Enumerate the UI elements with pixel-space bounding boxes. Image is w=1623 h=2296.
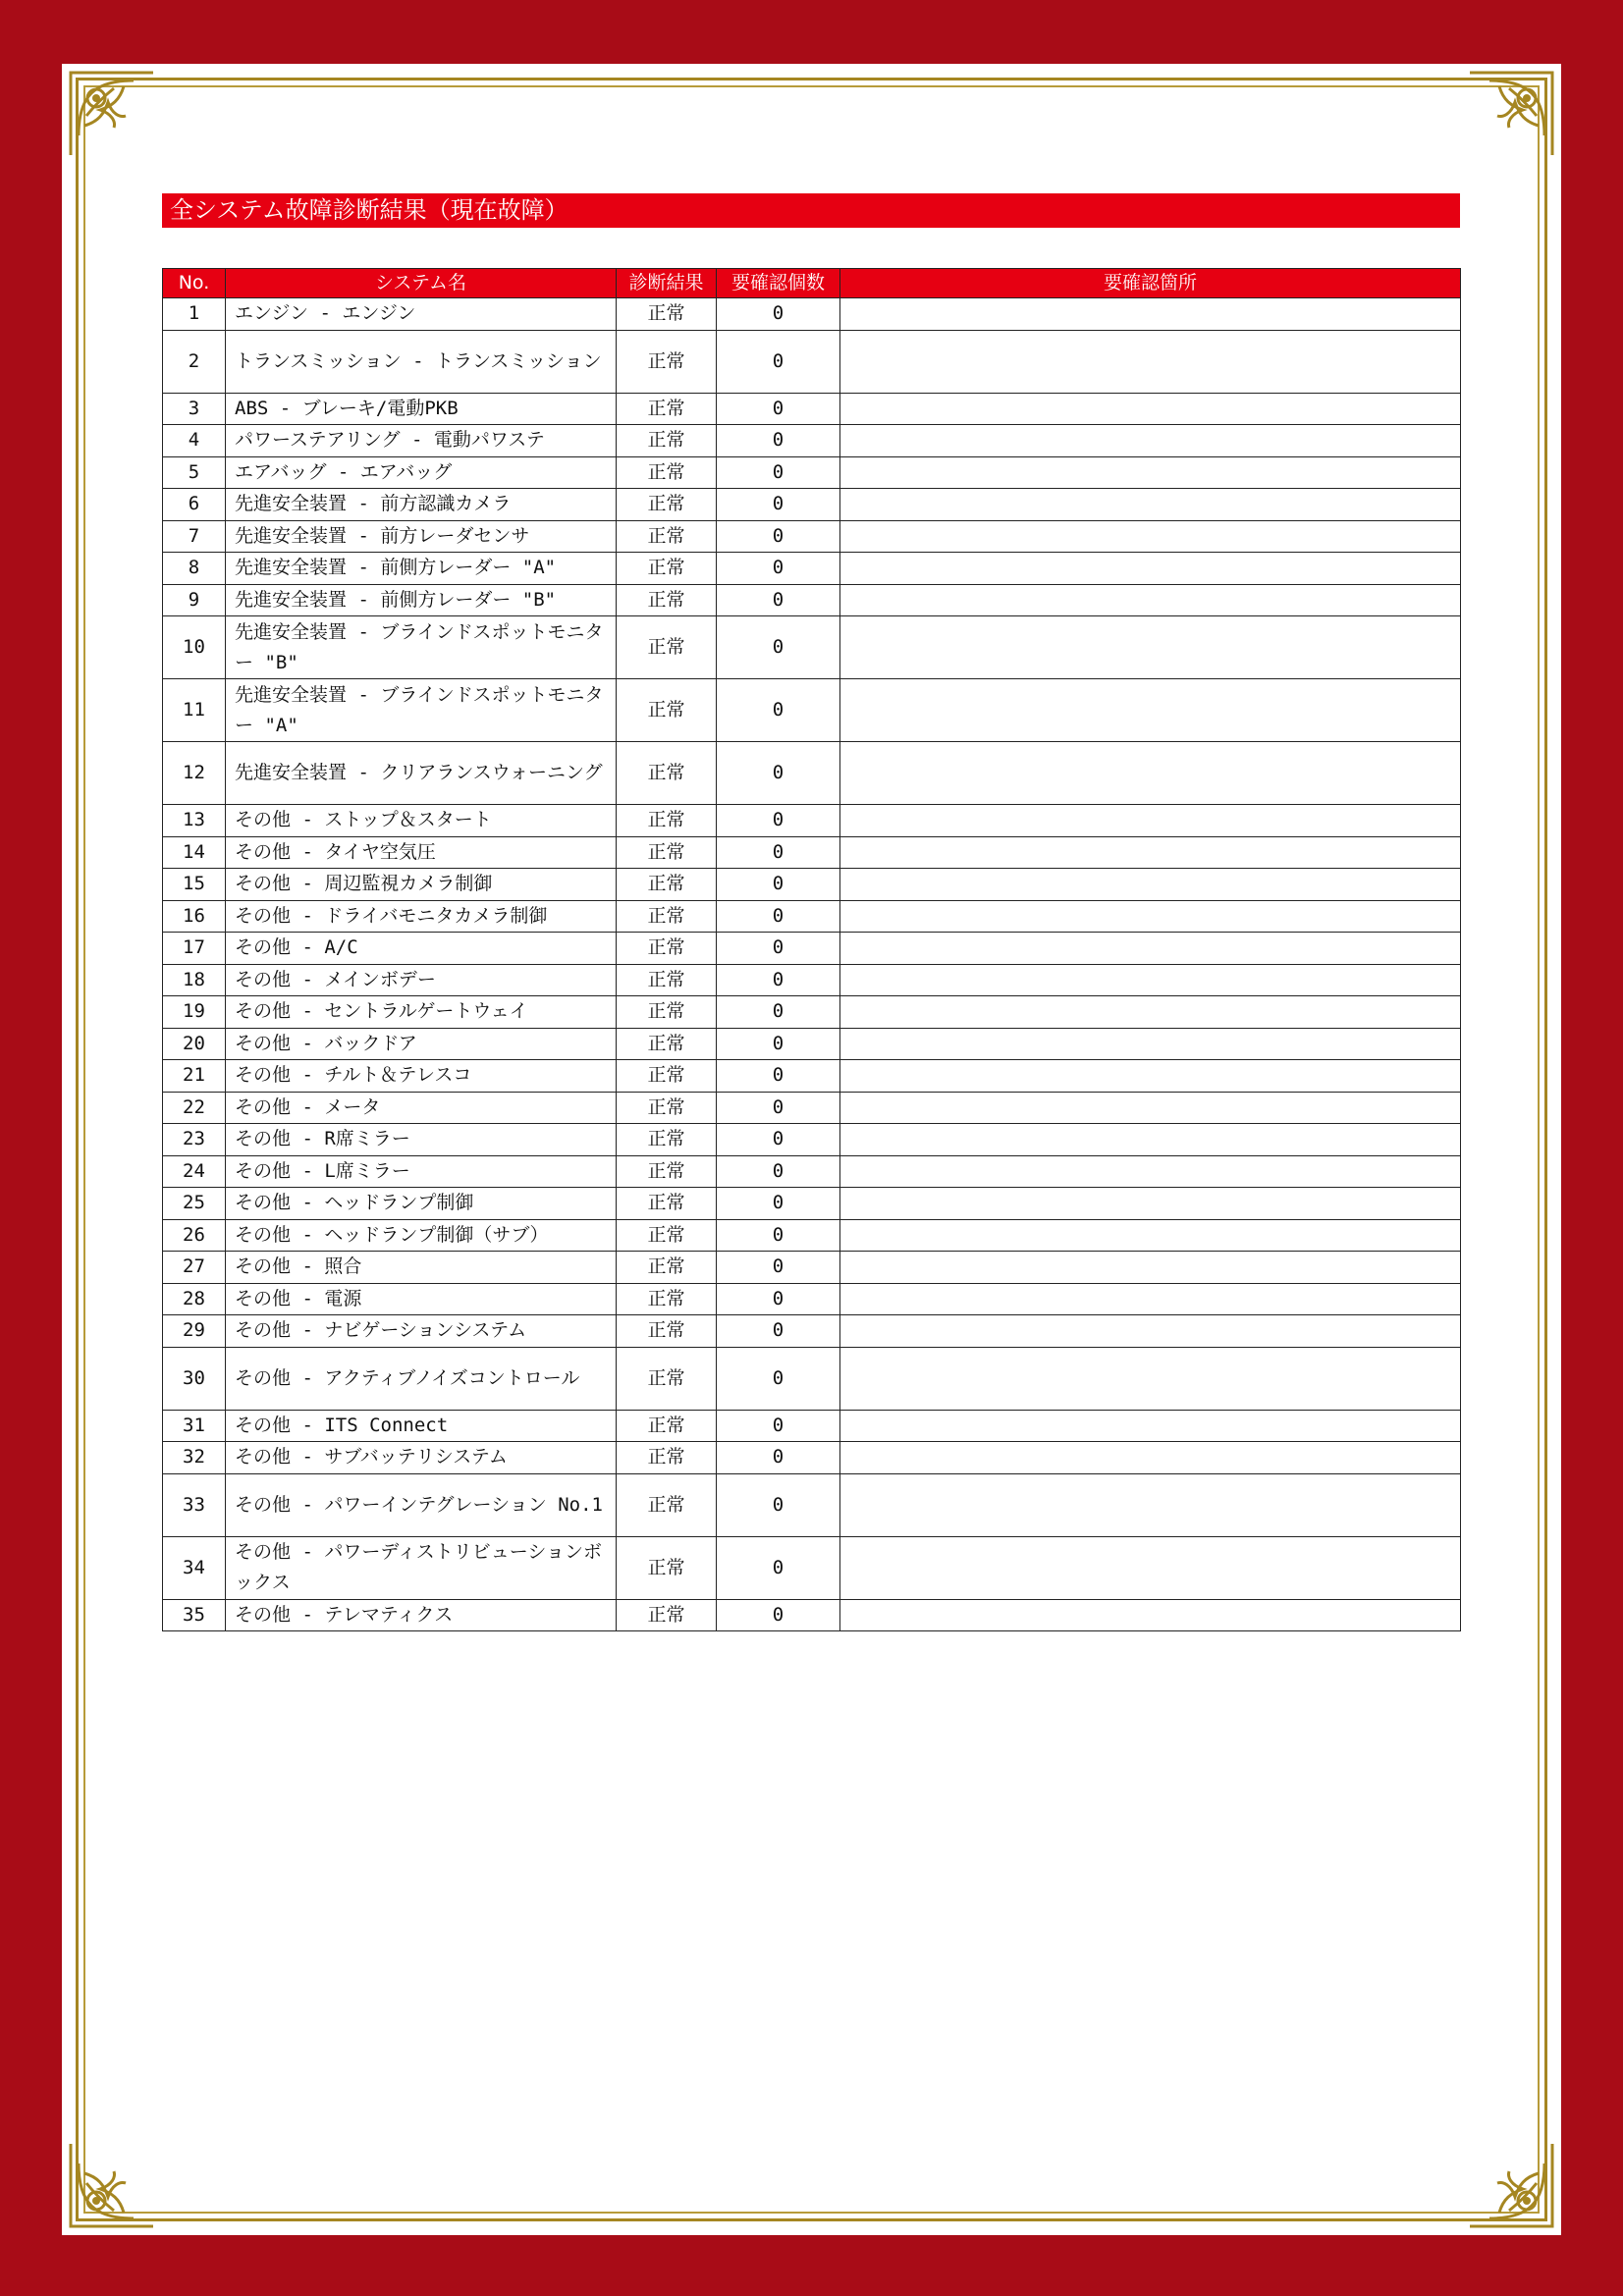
row-number: 5 (163, 456, 226, 489)
system-name: パワーステアリング - 電動パワステ (226, 425, 617, 457)
table-row (163, 1442, 1461, 1474)
check-count: 0 (717, 805, 840, 837)
diagnosis-result: 正常 (617, 1092, 717, 1124)
row-number: 17 (163, 933, 226, 965)
diagnosis-result: 正常 (617, 1599, 717, 1631)
check-count: 0 (717, 996, 840, 1029)
system-name: その他 - テレマティクス (226, 1599, 617, 1631)
row-number: 31 (163, 1410, 226, 1442)
table-row (163, 456, 1461, 489)
column-header-location: 要確認箇所 (840, 269, 1461, 298)
check-location (840, 1124, 1461, 1156)
diagnosis-result: 正常 (617, 1283, 717, 1315)
check-location (840, 1155, 1461, 1188)
system-name: その他 - ITS Connect (226, 1410, 617, 1442)
diagnosis-result: 正常 (617, 456, 717, 489)
ornament-corner-icon (1464, 67, 1558, 161)
system-name: その他 - パワーインテグレーション No.1 (226, 1473, 617, 1536)
row-number: 15 (163, 869, 226, 901)
diagnosis-result: 正常 (617, 1536, 717, 1599)
diagnosis-result: 正常 (617, 900, 717, 933)
system-name: 先進安全装置 - 前方レーダセンサ (226, 520, 617, 553)
diagnosis-result: 正常 (617, 298, 717, 331)
check-location (840, 1473, 1461, 1536)
check-count: 0 (717, 489, 840, 521)
row-number: 26 (163, 1219, 226, 1252)
check-count: 0 (717, 330, 840, 393)
check-count: 0 (717, 1283, 840, 1315)
table-row (163, 1060, 1461, 1093)
check-location (840, 1092, 1461, 1124)
diagnosis-result: 正常 (617, 1315, 717, 1348)
table-row (163, 1124, 1461, 1156)
check-count: 0 (717, 1155, 840, 1188)
diagnosis-result: 正常 (617, 1028, 717, 1060)
table-row (163, 869, 1461, 901)
check-location (840, 1347, 1461, 1410)
system-name: トランスミッション - トランスミッション (226, 330, 617, 393)
system-name: その他 - 電源 (226, 1283, 617, 1315)
system-name: その他 - チルト＆テレスコ (226, 1060, 617, 1093)
row-number: 25 (163, 1188, 226, 1220)
check-count: 0 (717, 553, 840, 585)
check-count: 0 (717, 1347, 840, 1410)
system-name: 先進安全装置 - 前側方レーダー "A" (226, 553, 617, 585)
check-count: 0 (717, 1124, 840, 1156)
diagnosis-result: 正常 (617, 1410, 717, 1442)
table-row (163, 996, 1461, 1029)
row-number: 8 (163, 553, 226, 585)
row-number: 14 (163, 836, 226, 869)
table-row (163, 1410, 1461, 1442)
check-location (840, 298, 1461, 331)
table-row (163, 805, 1461, 837)
table-row (163, 1473, 1461, 1536)
table-row (163, 1315, 1461, 1348)
system-name: エアバッグ - エアバッグ (226, 456, 617, 489)
row-number: 32 (163, 1442, 226, 1474)
system-name: その他 - サブバッテリシステム (226, 1442, 617, 1474)
ornament-corner-icon (1464, 2138, 1558, 2232)
table-row (163, 393, 1461, 425)
row-number: 21 (163, 1060, 226, 1093)
table-row (163, 1536, 1461, 1599)
check-count: 0 (717, 1536, 840, 1599)
system-name: 先進安全装置 - 前側方レーダー "B" (226, 584, 617, 616)
row-number: 3 (163, 393, 226, 425)
check-count: 0 (717, 584, 840, 616)
check-location (840, 1219, 1461, 1252)
check-count: 0 (717, 1315, 840, 1348)
table-row (163, 584, 1461, 616)
diagnosis-result: 正常 (617, 1188, 717, 1220)
row-number: 29 (163, 1315, 226, 1348)
row-number: 13 (163, 805, 226, 837)
check-count: 0 (717, 1599, 840, 1631)
check-location (840, 996, 1461, 1029)
diagnosis-result: 正常 (617, 489, 717, 521)
system-name: ABS - ブレーキ/電動PKB (226, 393, 617, 425)
table-row (163, 1252, 1461, 1284)
row-number: 11 (163, 679, 226, 742)
check-location (840, 1442, 1461, 1474)
system-name: その他 - R席ミラー (226, 1124, 617, 1156)
row-number: 18 (163, 964, 226, 996)
diagnosis-result: 正常 (617, 1060, 717, 1093)
table-row (163, 1155, 1461, 1188)
table-row (163, 836, 1461, 869)
check-location (840, 1060, 1461, 1093)
check-count: 0 (717, 1442, 840, 1474)
ornament-corner-icon (65, 2138, 159, 2232)
table-row (163, 679, 1461, 742)
diagnosis-result: 正常 (617, 1155, 717, 1188)
check-location (840, 869, 1461, 901)
row-number: 33 (163, 1473, 226, 1536)
check-location (840, 330, 1461, 393)
column-header-count: 要確認個数 (717, 269, 840, 298)
check-location (840, 679, 1461, 742)
diagnosis-result: 正常 (617, 1347, 717, 1410)
check-location (840, 1252, 1461, 1284)
diagnosis-result: 正常 (617, 869, 717, 901)
system-name: 先進安全装置 - 前方認識カメラ (226, 489, 617, 521)
system-name: 先進安全装置 - ブラインドスポットモニター "A" (226, 679, 617, 742)
diagnosis-result: 正常 (617, 393, 717, 425)
check-count: 0 (717, 836, 840, 869)
table-row (163, 553, 1461, 585)
check-location (840, 1315, 1461, 1348)
check-location (840, 900, 1461, 933)
table-row (163, 1599, 1461, 1631)
system-name: 先進安全装置 - ブラインドスポットモニター "B" (226, 616, 617, 679)
check-count: 0 (717, 616, 840, 679)
check-count: 0 (717, 1188, 840, 1220)
row-number: 12 (163, 742, 226, 805)
diagnosis-result: 正常 (617, 330, 717, 393)
system-name: 先進安全装置 - クリアランスウォーニング (226, 742, 617, 805)
check-count: 0 (717, 456, 840, 489)
row-number: 22 (163, 1092, 226, 1124)
diagnosis-result: 正常 (617, 1442, 717, 1474)
system-name: エンジン - エンジン (226, 298, 617, 331)
check-location (840, 964, 1461, 996)
check-location (840, 553, 1461, 585)
system-name: その他 - A/C (226, 933, 617, 965)
check-count: 0 (717, 1060, 840, 1093)
system-name: その他 - バックドア (226, 1028, 617, 1060)
diagnosis-result: 正常 (617, 1124, 717, 1156)
row-number: 1 (163, 298, 226, 331)
table-row (163, 489, 1461, 521)
check-location (840, 489, 1461, 521)
report-page (62, 64, 1561, 2235)
table-row (163, 933, 1461, 965)
check-location (840, 616, 1461, 679)
check-location (840, 1599, 1461, 1631)
check-count: 0 (717, 933, 840, 965)
row-number: 35 (163, 1599, 226, 1631)
system-name: その他 - ストップ＆スタート (226, 805, 617, 837)
table-row (163, 1347, 1461, 1410)
system-name: その他 - アクティブノイズコントロール (226, 1347, 617, 1410)
diagnosis-result: 正常 (617, 933, 717, 965)
row-number: 7 (163, 520, 226, 553)
system-name: その他 - ヘッドランプ制御 (226, 1188, 617, 1220)
check-count: 0 (717, 425, 840, 457)
diagnosis-table (162, 268, 1461, 1631)
system-name: その他 - セントラルゲートウェイ (226, 996, 617, 1029)
check-count: 0 (717, 520, 840, 553)
row-number: 10 (163, 616, 226, 679)
check-location (840, 520, 1461, 553)
system-name: その他 - パワーディストリビューションボックス (226, 1536, 617, 1599)
table-row (163, 616, 1461, 679)
check-count: 0 (717, 298, 840, 331)
diagnosis-result: 正常 (617, 520, 717, 553)
row-number: 2 (163, 330, 226, 393)
check-location (840, 742, 1461, 805)
ornament-corner-icon (65, 67, 159, 161)
system-name: その他 - ドライバモニタカメラ制御 (226, 900, 617, 933)
check-count: 0 (717, 1252, 840, 1284)
column-header-no: No. (163, 269, 226, 298)
row-number: 27 (163, 1252, 226, 1284)
diagnosis-result: 正常 (617, 679, 717, 742)
system-name: その他 - ナビゲーションシステム (226, 1315, 617, 1348)
diagnosis-result: 正常 (617, 1219, 717, 1252)
check-count: 0 (717, 393, 840, 425)
check-location (840, 1028, 1461, 1060)
check-location (840, 836, 1461, 869)
system-name: その他 - メータ (226, 1092, 617, 1124)
row-number: 19 (163, 996, 226, 1029)
diagnosis-result: 正常 (617, 584, 717, 616)
system-name: その他 - メインボデー (226, 964, 617, 996)
diagnosis-result: 正常 (617, 616, 717, 679)
check-count: 0 (717, 1219, 840, 1252)
system-name: その他 - L席ミラー (226, 1155, 617, 1188)
table-row (163, 742, 1461, 805)
row-number: 28 (163, 1283, 226, 1315)
diagnosis-result: 正常 (617, 836, 717, 869)
table-header-row (163, 269, 1461, 298)
check-count: 0 (717, 869, 840, 901)
check-location (840, 933, 1461, 965)
check-location (840, 456, 1461, 489)
table-row (163, 425, 1461, 457)
column-header-result: 診断結果 (617, 269, 717, 298)
check-location (840, 1410, 1461, 1442)
table-row (163, 298, 1461, 331)
check-count: 0 (717, 679, 840, 742)
check-location (840, 1536, 1461, 1599)
system-name: その他 - 周辺監視カメラ制御 (226, 869, 617, 901)
row-number: 24 (163, 1155, 226, 1188)
check-count: 0 (717, 964, 840, 996)
row-number: 30 (163, 1347, 226, 1410)
check-count: 0 (717, 742, 840, 805)
check-count: 0 (717, 1028, 840, 1060)
system-name: その他 - 照合 (226, 1252, 617, 1284)
row-number: 6 (163, 489, 226, 521)
check-location (840, 1283, 1461, 1315)
table-row (163, 330, 1461, 393)
table-row (163, 1028, 1461, 1060)
table-row (163, 520, 1461, 553)
check-location (840, 1188, 1461, 1220)
check-location (840, 584, 1461, 616)
check-count: 0 (717, 900, 840, 933)
diagnosis-result: 正常 (617, 996, 717, 1029)
check-count: 0 (717, 1092, 840, 1124)
table-row (163, 1092, 1461, 1124)
system-name: その他 - タイヤ空気圧 (226, 836, 617, 869)
table-row (163, 964, 1461, 996)
page-title: 全システム故障診断結果（現在故障） (162, 193, 1460, 228)
diagnosis-result: 正常 (617, 742, 717, 805)
row-number: 16 (163, 900, 226, 933)
diagnosis-result: 正常 (617, 805, 717, 837)
diagnosis-result: 正常 (617, 1473, 717, 1536)
column-header-system: システム名 (226, 269, 617, 298)
diagnosis-result: 正常 (617, 1252, 717, 1284)
table-row (163, 1188, 1461, 1220)
system-name: その他 - ヘッドランプ制御（サブ） (226, 1219, 617, 1252)
row-number: 23 (163, 1124, 226, 1156)
table-row (163, 1219, 1461, 1252)
table-row (163, 900, 1461, 933)
check-location (840, 425, 1461, 457)
check-count: 0 (717, 1410, 840, 1442)
row-number: 4 (163, 425, 226, 457)
row-number: 9 (163, 584, 226, 616)
diagnosis-result: 正常 (617, 553, 717, 585)
check-location (840, 393, 1461, 425)
row-number: 20 (163, 1028, 226, 1060)
check-count: 0 (717, 1473, 840, 1536)
check-location (840, 805, 1461, 837)
diagnosis-result: 正常 (617, 425, 717, 457)
row-number: 34 (163, 1536, 226, 1599)
diagnosis-result: 正常 (617, 964, 717, 996)
table-row (163, 1283, 1461, 1315)
